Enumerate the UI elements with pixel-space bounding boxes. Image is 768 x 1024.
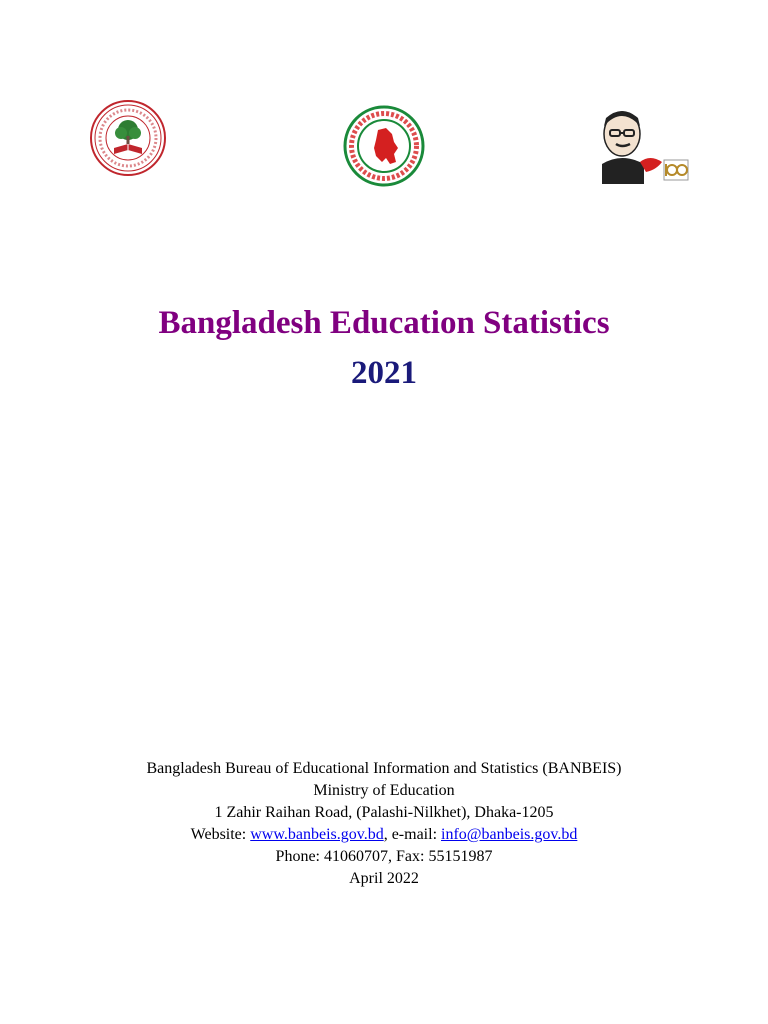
- organization-name: Bangladesh Bureau of Educational Information and Statistics (BANBEIS): [146, 760, 622, 777]
- email-label: , e-mail:: [383, 826, 442, 843]
- document-year: 2021: [351, 355, 417, 391]
- website-link[interactable]: www.banbeis.gov.bd: [250, 826, 384, 843]
- banbeis-logo-icon: [88, 98, 168, 178]
- email-link[interactable]: info@banbeis.gov.bd: [441, 826, 578, 843]
- address: 1 Zahir Raihan Road, (Palashi-Nilkhet), Dhaka-1205: [214, 804, 554, 821]
- document-title: Bangladesh Education Statistics: [158, 305, 610, 341]
- bangladesh-government-seal-icon: [342, 104, 426, 188]
- ministry-name: Ministry of Education: [313, 782, 455, 799]
- phone-fax: Phone: 41060707, Fax: 55151987: [275, 848, 493, 865]
- publisher-info: [0, 758, 768, 890]
- mujib-borsho-100-logo-icon: [592, 104, 692, 186]
- contact-line: [0, 824, 768, 846]
- website-label: Website:: [190, 826, 251, 843]
- publication-date: April 2022: [349, 870, 419, 887]
